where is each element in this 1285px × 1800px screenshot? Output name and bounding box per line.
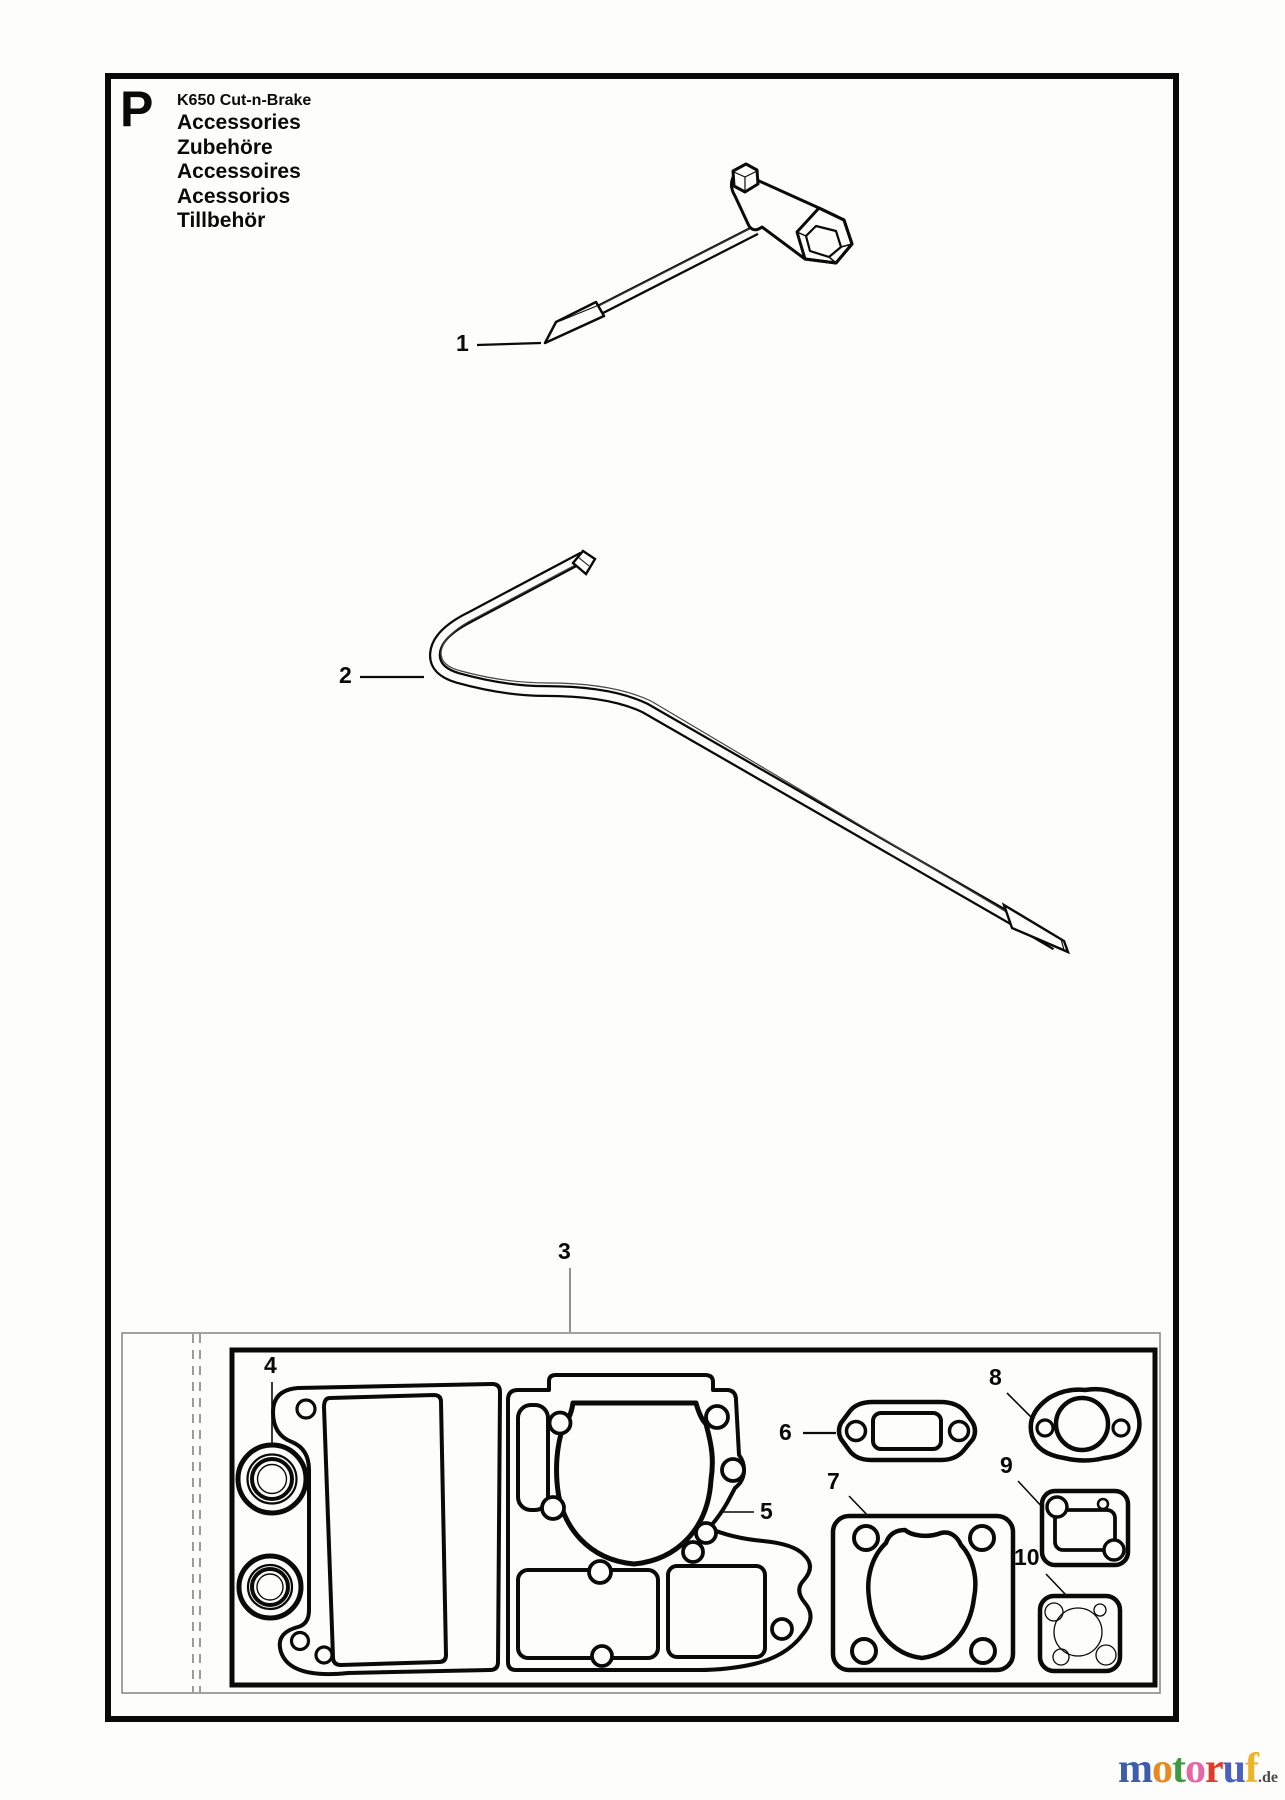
section-letter: P: [120, 81, 153, 137]
fold-dashed-lines: [193, 1334, 200, 1692]
title-line-fr: Accessoires: [177, 160, 301, 183]
callout-8: 8: [989, 1364, 1002, 1390]
part-8-gasket-drawing: [1031, 1389, 1140, 1460]
brand-watermark-suffix: .de: [1258, 1769, 1279, 1786]
title-line-de: Zubehöre: [177, 135, 273, 159]
title-line-sv: Tillbehör: [177, 209, 266, 232]
callout-4: 4: [264, 1352, 277, 1378]
title-list: [177, 111, 301, 234]
callout-2: 2: [339, 662, 352, 688]
callout-1: 1: [456, 330, 469, 356]
callout-10: 10: [1014, 1544, 1040, 1570]
callout-5: 5: [760, 1498, 773, 1524]
part-9-gasket-drawing: [1042, 1491, 1128, 1565]
title-line-pt: Acessorios: [177, 184, 291, 208]
callout-7: 7: [827, 1468, 840, 1494]
brand-watermark: [1118, 1748, 1278, 1790]
part-2-breaking-bar-drawing: [435, 551, 1068, 952]
callout-3: 3: [558, 1238, 571, 1264]
part-1-wrench-drawing: [545, 164, 852, 343]
leader-10: [1046, 1574, 1066, 1595]
part-6-gasket-drawing: [839, 1402, 975, 1460]
part-7-gasket-drawing: [833, 1516, 1013, 1670]
part-4-seals-drawing: [238, 1445, 306, 1618]
callout-9: 9: [1000, 1452, 1013, 1478]
callout-6: 6: [779, 1419, 792, 1445]
part-10-gasket-drawing: [1040, 1596, 1120, 1671]
brand-watermark-word: motoruf: [1118, 1746, 1259, 1792]
title-line-en: Accessories: [177, 111, 301, 134]
model-title: K650 Cut-n-Brake: [177, 92, 312, 109]
crankcase-gasket-left-drawing: [273, 1384, 500, 1674]
leader-1: [477, 343, 541, 345]
leader-8: [1007, 1393, 1031, 1417]
